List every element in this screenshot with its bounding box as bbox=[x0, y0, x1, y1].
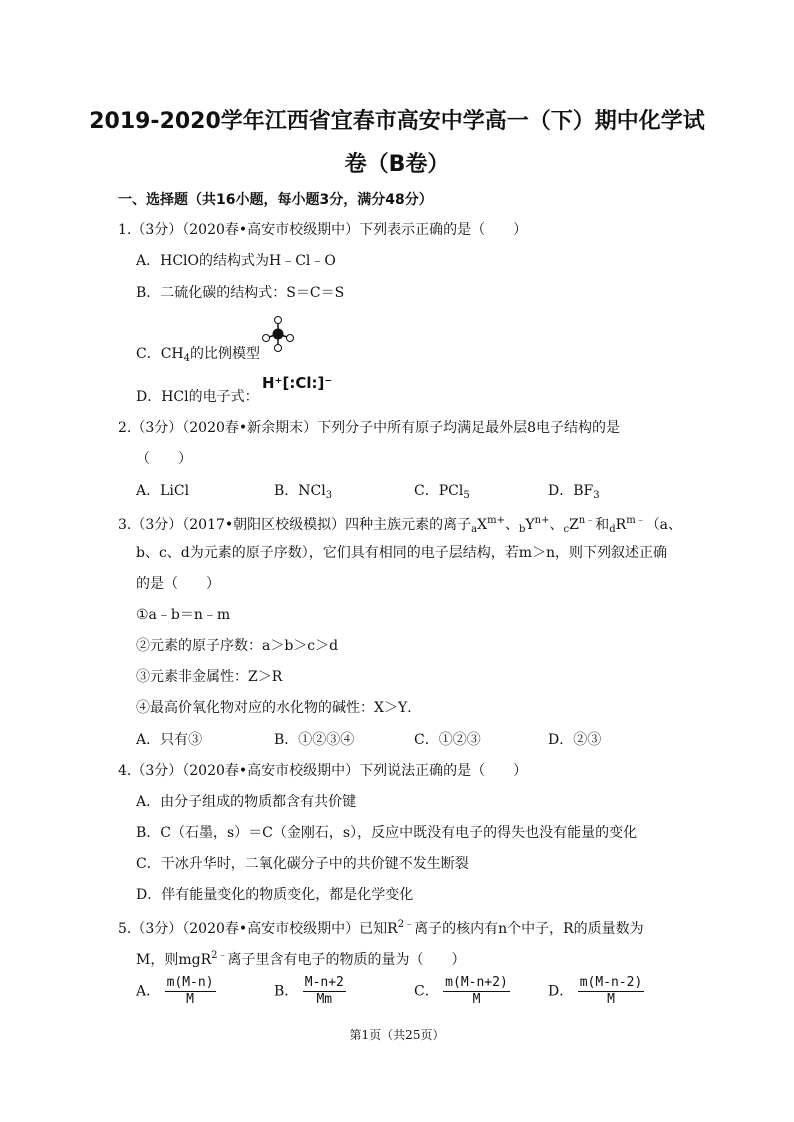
q2-d-prefix: D．BF bbox=[548, 483, 594, 499]
q2-option-b bbox=[274, 480, 332, 501]
q3-statement-1: ①a﹣b＝n﹣m bbox=[136, 607, 231, 623]
q5-c-label: C． bbox=[414, 983, 439, 1000]
q1-c-prefix: C．CH bbox=[136, 346, 184, 362]
q2-b-prefix: B．NCl bbox=[274, 483, 326, 499]
q5-b-den: Mm bbox=[316, 992, 333, 1007]
q3-ion-a-sup: m+ bbox=[487, 515, 505, 526]
q3-ion-d: R bbox=[615, 517, 627, 533]
q2-option-d bbox=[548, 480, 600, 501]
q3-ion-b-sup: n+ bbox=[534, 515, 550, 526]
q3-statement-2: ②元素的原子序数：a＞b＞c＞d bbox=[136, 638, 339, 654]
q3-ion-a-sub: a bbox=[471, 524, 478, 535]
q3-ion-b-sub: b bbox=[518, 524, 526, 535]
q1-option-d: D．HCl的电子式： bbox=[136, 389, 259, 405]
q5-a-fraction bbox=[165, 975, 216, 1008]
q3-and: 和 bbox=[595, 517, 610, 533]
q3-stem-line2: b、c、d为元素的原子序数），它们具有相同的电子层结构，若m＞n，则下列叙述正确 bbox=[136, 545, 668, 561]
q4-option-a: A．由分子组成的物质都含有共价键 bbox=[136, 794, 357, 810]
q5-c-num: m(M-n+2) bbox=[445, 975, 508, 990]
q3-option-d: D．②③ bbox=[548, 732, 602, 748]
q5-d-num: m(M-n-2) bbox=[579, 975, 643, 990]
q3-ion-b: Y bbox=[525, 517, 535, 533]
q3-ion-c-sup: n﹣ bbox=[578, 515, 596, 526]
q3-ion-c: Z bbox=[569, 517, 579, 533]
q4-option-b: B．C（石墨，s）＝C（金刚石，s），反应中既没有电子的得失也没有能量的变化 bbox=[136, 825, 638, 841]
q4-option-c: C．干冰升华时，二氧化碳分子中的共价键不发生断裂 bbox=[136, 856, 469, 872]
q5-stem-sup: 2﹣ bbox=[397, 919, 415, 930]
q3-option-a: A．只有③ bbox=[136, 732, 203, 748]
q5-stem-suffix: 离子的核内有n个中子，R的质量数为 bbox=[414, 921, 644, 937]
q3-statement-3: ③元素非金属性：Z＞R bbox=[136, 669, 283, 685]
q1-option-c bbox=[136, 343, 260, 364]
q3-ion-d-sub: d bbox=[609, 524, 616, 535]
q3-stem-line3: 的是（ ） bbox=[136, 576, 220, 592]
q1-option-a: A．HClO的结构式为H﹣Cl﹣O bbox=[136, 253, 336, 269]
q4-option-d: D．伴有能量变化的物质变化，都是化学变化 bbox=[136, 887, 414, 903]
q1-c-suffix: 的比例模型 bbox=[190, 346, 261, 362]
q5-a-num: m(M-n) bbox=[166, 975, 214, 990]
q4-stem: 4.（3分）（2020春•高安市校级期中）下列说法正确的是（ ） bbox=[118, 763, 528, 779]
q3-stem-end: （a、 bbox=[645, 517, 683, 533]
hcl-electron-formula: H⁺[:Cl:]⁻ bbox=[262, 374, 333, 392]
q2-b-sub: 3 bbox=[325, 490, 333, 501]
q5-a-den: M bbox=[186, 992, 194, 1007]
q1-stem: 1.（3分）（2020春•高安市校级期中）下列表示正确的是（ ） bbox=[118, 222, 528, 238]
section-heading: 一、选择题（共16小题，每小题3分，满分48分） bbox=[118, 192, 433, 208]
q5-option-a bbox=[136, 975, 216, 1008]
q2-d-sub: 3 bbox=[593, 490, 600, 501]
q3-stem: 3.（3分）（2017•朝阳区校级模拟）四种主族元素的离子$_aX^{m+}$、$_bY^{n+}$、$_cZ^{n﹣}$和$_dR^{m﹣}(a$、 bbox=[118, 515, 683, 535]
q3-stem-prefix: 3.（3分）（2017•朝阳区校级模拟）四种主族元素的离子 bbox=[118, 517, 472, 533]
q3-option-c: C．①②③ bbox=[414, 732, 481, 748]
q2-stem: 2.（3分）（2020春•新余期末）下列分子中所有原子均满足最外层8电子结构的是 bbox=[118, 420, 621, 436]
q5-stem-prefix: 5.（3分）（2020春•高安市校级期中）已知R bbox=[118, 921, 398, 937]
q5-stem bbox=[118, 915, 644, 938]
q5-d-fraction bbox=[578, 975, 645, 1008]
q2-stem-cont: （ ） bbox=[136, 451, 192, 467]
methane-model-icon bbox=[258, 314, 298, 354]
q1-option-b: B．二硫化碳的结构式：S＝C＝S bbox=[136, 285, 345, 301]
q5-option-c bbox=[414, 975, 510, 1008]
q5-d-den: M bbox=[607, 992, 615, 1007]
q5-b-fraction bbox=[303, 975, 346, 1008]
q5-stem2-suffix: 离子里含有电子的物质的量为（ ） bbox=[227, 952, 466, 968]
page-title-line1: 2019-2020学年江西省宜春市高安中学高一（下）期中化学试 bbox=[89, 109, 705, 134]
q5-stem2-prefix: M，则mgR bbox=[136, 952, 212, 968]
q5-c-den: M bbox=[472, 992, 481, 1007]
q2-c-prefix: C．PCl bbox=[414, 483, 464, 499]
q2-option-c bbox=[414, 480, 470, 501]
q5-d-label: D． bbox=[548, 983, 574, 1000]
q5-b-num: M-n+2 bbox=[304, 975, 344, 990]
page-title-line2: 卷（B卷） bbox=[344, 152, 450, 177]
q3-statement-4: ④最高价氧化物对应的水化物的碱性：X＞Y． bbox=[136, 700, 422, 716]
q3-ion-d-sup: m﹣ bbox=[626, 515, 646, 526]
q2-option-a: A．LiCl bbox=[136, 483, 190, 499]
q5-a-label: A． bbox=[136, 983, 161, 1000]
q3-option-b: B．①②③④ bbox=[274, 732, 355, 748]
q1-c-sub: 4 bbox=[183, 353, 191, 364]
q5-option-b bbox=[274, 975, 346, 1008]
q3-ion-a: X bbox=[477, 517, 488, 533]
q5-stem-line2 bbox=[136, 946, 466, 969]
q3-ion-c-sub: c bbox=[563, 524, 570, 535]
q5-c-fraction bbox=[443, 975, 510, 1008]
q5-option-d bbox=[548, 975, 644, 1008]
q5-stem2-sup: 2﹣ bbox=[211, 950, 228, 961]
page-footer: 第1页（共25页） bbox=[349, 1028, 445, 1042]
q5-b-label: B． bbox=[274, 983, 299, 1000]
q2-c-sub: 5 bbox=[463, 490, 470, 501]
